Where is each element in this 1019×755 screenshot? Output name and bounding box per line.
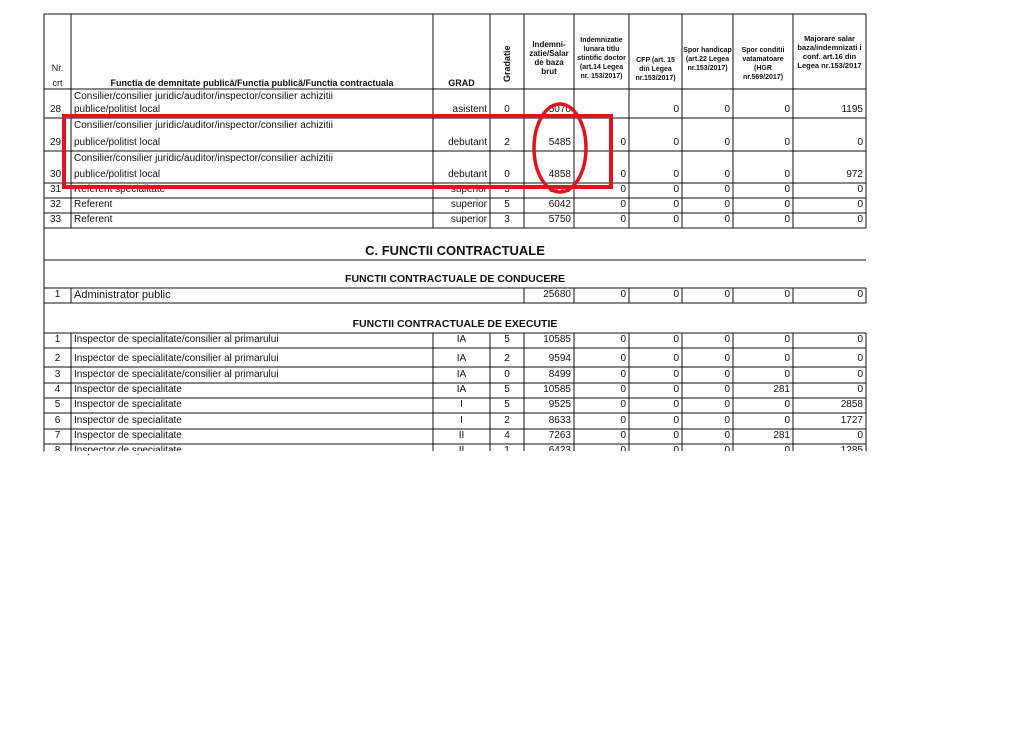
exec-nr: 4: [54, 384, 61, 395]
header-functia: Functia de demnitate publică/Functia publică/Functia contractuala: [110, 78, 394, 88]
exec-cfp: 0: [673, 353, 679, 364]
row-doctor: 0: [620, 214, 626, 225]
exec-doctor: 0: [620, 399, 626, 410]
row-nr: 30: [50, 169, 62, 180]
row-majorare: 0: [857, 137, 863, 148]
exec-handicap: 0: [724, 353, 730, 364]
row-majorare: 0: [857, 214, 863, 225]
row-nr: 29: [50, 137, 62, 148]
row-function-line1: Consilier/consilier juridic/auditor/inspector/consilier achizitii: [74, 91, 333, 102]
row-gradatie: 5: [504, 199, 510, 210]
cond-handicap: 0: [724, 289, 730, 300]
row-grad: asistent: [452, 104, 487, 115]
exec-gradatie: 2: [504, 353, 510, 364]
row-majorare: 1195: [841, 104, 863, 115]
exec-conditii: 0: [784, 334, 790, 345]
row-conditii: 0: [784, 214, 790, 225]
header-cfp: CFP (art. 15 din Legea nr.153/2017): [635, 57, 676, 82]
row-function: Referent: [74, 214, 113, 225]
header-spor-handicap: Spor handicap (art.22 Legea nr.153/2017): [683, 47, 732, 72]
row-salar: 5070: [548, 104, 571, 115]
row-gradatie: 0: [504, 169, 510, 180]
exec-grad: I: [460, 415, 463, 426]
row-gradatie: 0: [504, 104, 510, 115]
header-grad: GRAD: [448, 78, 475, 88]
cond-conditii: 0: [784, 289, 790, 300]
exec-cfp: 0: [673, 334, 679, 345]
exec-handicap: 0: [724, 369, 730, 380]
row-cfp: 0: [673, 137, 679, 148]
row-function-line2: publice/politist local: [74, 169, 161, 180]
exec-nr: 6: [54, 415, 61, 426]
row-handicap: 0: [724, 137, 730, 148]
row-doctor: 0: [620, 199, 626, 210]
row-conditii: 0: [784, 184, 790, 195]
exec-name: Inspector de specialitate/consilier al primarului: [74, 334, 279, 345]
exec-gradatie: 5: [504, 399, 510, 410]
cond-nr: 1: [54, 289, 61, 300]
cond-majorare: 0: [857, 289, 863, 300]
exec-cfp: 0: [673, 384, 679, 395]
row-handicap: 0: [724, 169, 730, 180]
exec-nr: 3: [54, 369, 61, 380]
exec-cfp: 0: [673, 399, 679, 410]
exec-doctor: 0: [620, 430, 626, 441]
exec-grad: IA: [456, 369, 467, 380]
exec-majorare: 0: [857, 353, 863, 364]
exec-grad: IA: [456, 334, 467, 345]
row-doctor: 0: [620, 169, 626, 180]
header-crt: crt: [52, 78, 63, 88]
exec-doctor: 0: [620, 353, 626, 364]
row-cfp: 0: [673, 199, 679, 210]
exec-grad: II: [458, 430, 465, 441]
exec-salar: 9525: [548, 399, 571, 410]
exec-handicap: 0: [724, 334, 730, 345]
exec-conditii: 0: [784, 415, 790, 426]
row-function: Referent specialitate: [74, 184, 166, 195]
exec-grad: IA: [456, 353, 467, 364]
exec-cfp: 0: [673, 415, 679, 426]
row-majorare: 972: [846, 169, 863, 180]
exec-name: Inspector de specialitate: [74, 399, 182, 410]
exec-conditii: 0: [784, 399, 790, 410]
exec-gradatie: 4: [504, 430, 510, 441]
row-conditii: 0: [784, 199, 790, 210]
row-nr: 31: [50, 184, 62, 195]
exec-conditii: 281: [773, 384, 790, 395]
row-function-line1: Consilier/consilier juridic/auditor/inspector/consilier achizitii: [74, 120, 333, 131]
row-doctor: [574, 104, 629, 117]
exec-gradatie: 0: [504, 369, 510, 380]
row-salar: 5485: [548, 137, 571, 148]
exec-handicap: 0: [724, 399, 730, 410]
header-majorare: Majorare salar baza/indemnizati i conf. art.16 din Legea nr.153/2017: [797, 34, 862, 70]
exec-doctor: 0: [620, 334, 626, 345]
header-titlu-doctor: Indemnizatie lunara titlu stintific doctor (art.14 Legea nr. 153/2017): [577, 37, 626, 80]
exec-majorare: 0: [857, 430, 863, 441]
exec-name: Inspector de specialitate/consilier al primarului: [74, 353, 279, 364]
exec-name: Inspector de specialitate: [74, 430, 182, 441]
row-handicap: 0: [724, 199, 730, 210]
exec-handicap: 0: [724, 430, 730, 441]
row-cfp: 0: [673, 169, 679, 180]
exec-majorare: 0: [857, 334, 863, 345]
row-handicap: 0: [724, 184, 730, 195]
row-majorare: 0: [857, 199, 863, 210]
row-majorare: 0: [857, 184, 863, 195]
exec-cfp: 0: [673, 430, 679, 441]
exec-doctor: 0: [620, 415, 626, 426]
exec-conditii: 0: [784, 353, 790, 364]
row-nr: 32: [50, 199, 62, 210]
row-nr: 33: [50, 214, 62, 225]
exec-nr: 2: [54, 353, 61, 364]
header-spor-conditii: Spor conditii vatamatoare (HGR nr.569/2017): [741, 47, 785, 81]
exec-nr: 1: [54, 334, 61, 345]
exec-salar: 8499: [548, 369, 571, 380]
exec-grad: IA: [456, 384, 467, 395]
row-cfp: 0: [673, 184, 679, 195]
row-doctor: 0: [620, 184, 626, 195]
exec-salar: 8633: [548, 415, 571, 426]
row-gradatie: 3: [504, 214, 510, 225]
row-grad: superior: [450, 199, 487, 210]
exec-cfp: 0: [673, 369, 679, 380]
subsection-conducere-title: FUNCTII CONTRACTUALE DE CONDUCERE: [345, 273, 565, 285]
exec-nr: 7: [54, 430, 61, 441]
row-conditii: 0: [784, 137, 790, 148]
exec-gradatie: 2: [504, 415, 510, 426]
row-cfp: 0: [673, 214, 679, 225]
row-nr: 28: [50, 104, 62, 115]
exec-majorare: 2858: [840, 399, 863, 410]
exec-handicap: 0: [724, 384, 730, 395]
row-salar: 6042: [548, 199, 571, 210]
row-function-line2: publice/politist local: [74, 137, 161, 148]
row-salar: 5750: [548, 214, 571, 225]
exec-conditii: 281: [773, 430, 790, 441]
cond-salar: 25680: [543, 289, 571, 300]
exec-grad: I: [460, 399, 463, 410]
row-function-line2: publice/politist local: [74, 104, 161, 115]
row-handicap: 0: [724, 104, 730, 115]
exec-conditii: 0: [784, 369, 790, 380]
row-grad: superior: [450, 184, 487, 195]
subsection-executie-title: FUNCTII CONTRACTUALE DE EXECUTIE: [352, 318, 558, 330]
exec-majorare: 1727: [840, 415, 863, 426]
header-nr: Nr.: [51, 63, 64, 73]
row-gradatie: 2: [504, 137, 510, 148]
page-cut-edge: [44, 451, 866, 454]
row-conditii: 0: [784, 104, 790, 115]
exec-salar: 10585: [543, 334, 571, 345]
cond-name: Administrator public: [74, 289, 171, 301]
cond-doctor: 0: [620, 289, 626, 300]
section-c-title: C. FUNCTII CONTRACTUALE: [365, 243, 545, 258]
header-gradatie: Gradatie: [502, 45, 512, 83]
row-grad: debutant: [448, 137, 487, 148]
exec-salar: 10585: [543, 384, 571, 395]
row-gradatie: 5: [504, 184, 510, 195]
header-indemnizatie: Indemni-zatie/Salar de baza brut: [529, 40, 569, 76]
exec-doctor: 0: [620, 384, 626, 395]
row-function-line1: Consilier/consilier juridic/auditor/inspector/consilier achizitii: [74, 153, 333, 164]
exec-name: Inspector de specialitate: [74, 384, 182, 395]
row-grad: superior: [450, 214, 487, 225]
row-function: Referent: [74, 199, 113, 210]
exec-salar: 7263: [548, 430, 571, 441]
row-cfp: 0: [673, 104, 679, 115]
exec-gradatie: 5: [504, 334, 510, 345]
exec-salar: 9594: [548, 353, 571, 364]
exec-doctor: 0: [620, 369, 626, 380]
exec-majorare: 0: [857, 384, 863, 395]
row-conditii: 0: [784, 169, 790, 180]
cond-cfp: 0: [673, 289, 679, 300]
row-grad: debutant: [448, 169, 487, 180]
exec-gradatie: 5: [504, 384, 510, 395]
exec-handicap: 0: [724, 415, 730, 426]
row-doctor: 0: [620, 137, 626, 148]
exec-name: Inspector de specialitate/consilier al primarului: [74, 369, 279, 380]
exec-majorare: 0: [857, 369, 863, 380]
row-handicap: 0: [724, 214, 730, 225]
row-salar: 6220: [548, 184, 571, 195]
exec-nr: 5: [54, 399, 61, 410]
row-salar: 4858: [548, 169, 571, 180]
exec-name: Inspector de specialitate: [74, 415, 182, 426]
